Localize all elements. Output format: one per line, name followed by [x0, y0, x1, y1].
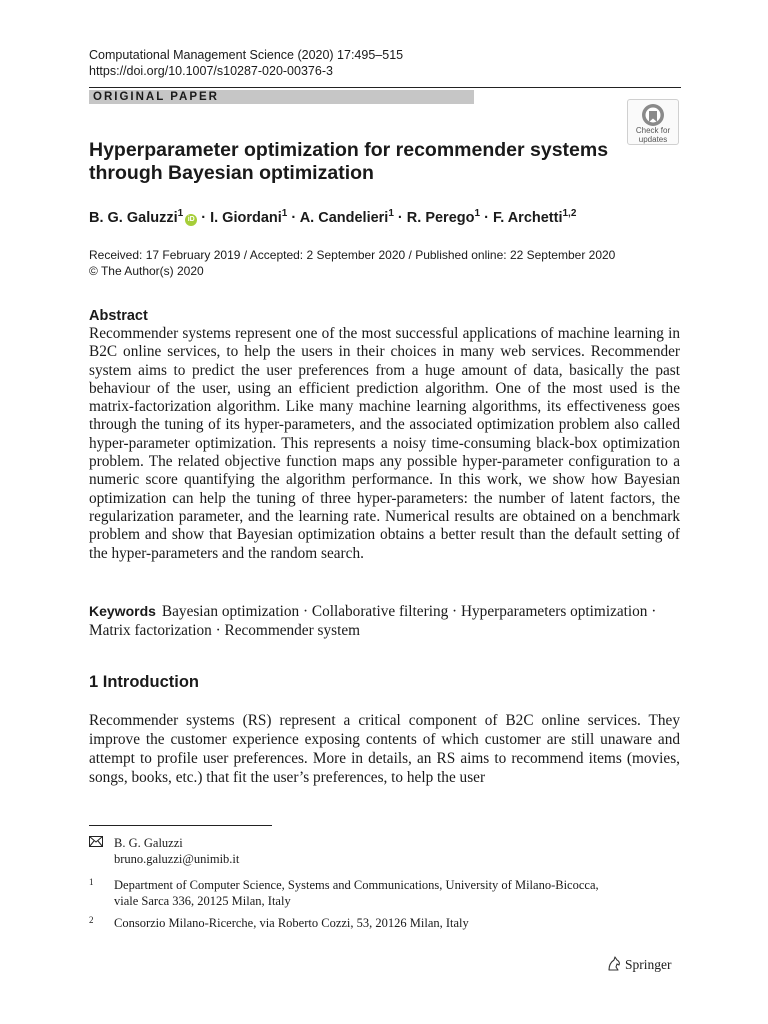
affiliation-footnote-2	[89, 915, 669, 931]
author-name: I. Giordani	[210, 209, 282, 226]
author-name: F. Archetti	[492, 209, 563, 226]
contact-email[interactable]: bruno.galuzzi@unimib.it	[114, 852, 240, 866]
keywords-text: Bayesian optimization · Collaborative filtering · Hyperparameters optimization · Matrix factorization · Recommender system	[89, 603, 657, 639]
check-updates-line1: Check for	[635, 126, 671, 135]
author-affiliation: 1	[177, 208, 184, 219]
author-affiliation: 1,2	[562, 208, 577, 219]
section-heading-introduction: 1 Introduction	[89, 673, 199, 691]
author-list	[89, 208, 576, 226]
corresponding-author	[89, 835, 649, 867]
check-for-updates-badge[interactable]	[627, 99, 679, 145]
footnote-rule	[89, 825, 272, 826]
publisher-name: Springer	[625, 957, 672, 972]
author-name: R. Perego	[406, 209, 475, 226]
author-separator: ·	[197, 209, 211, 226]
doi-link[interactable]: https://doi.org/10.1007/s10287-020-00376-3	[89, 64, 333, 78]
abstract-text: Recommender systems represent one of the most successful applications of machine learning in B2C online services, to help the users in their choices in many web services. Recommender system aims to predict the user preferences from a huge amount of data, basically the past behaviour of the user, using an efficient prediction algorithm. One of the most used is the matrix-factorization algorithm. Like many machine learning algorithms, its effectiveness goes through the tuning of its hyper-parameters, and the associated optimization problem also called hyper-parameter optimization. This represents a noisy time-consuming black-box optimization problem. The related objective function maps any possible hyper-parameter configuration to a numeric score quantifying the algorithm performance. In this work, we show how Bayesian optimization can help the tuning of three hyper-parameters: the number of latent factors, the regularization parameter, and the learning rate. Numerical results are obtained on a benchmark problem and show that Bayesian optimization obtains a better result than the default setting of the hyper-parameters and the random search.	[89, 325, 680, 562]
footnote-number: 2	[89, 915, 94, 925]
footnote-number: 1	[89, 877, 94, 887]
orcid-icon[interactable]: iD	[185, 214, 197, 226]
author-name: A. Candelieri	[299, 209, 389, 226]
author-separator: ·	[393, 209, 407, 226]
publication-dates	[89, 248, 615, 279]
affiliation-footnote-1	[89, 877, 669, 909]
contact-name: B. G. Galuzzi	[114, 836, 183, 850]
springer-logo	[606, 956, 672, 973]
author-affiliation: 1	[281, 208, 288, 219]
check-updates-icon	[641, 103, 665, 127]
author-affiliation: 1	[474, 208, 481, 219]
author-separator: ·	[287, 209, 300, 226]
abstract-heading: Abstract	[89, 308, 148, 324]
affiliation-1-line2: viale Sarca 336, 20125 Milan, Italy	[114, 894, 291, 908]
paper-type-label: ORIGINAL PAPER	[89, 90, 474, 104]
journal-citation: Computational Management Science (2020) 17:495–515	[89, 48, 404, 62]
header-rule	[89, 87, 681, 88]
affiliation-2-text: Consorzio Milano-Ricerche, via Roberto Cozzi, 53, 20126 Milan, Italy	[114, 916, 469, 930]
author-separator: ·	[480, 209, 493, 226]
paper-title: Hyperparameter optimization for recommender systems through Bayesian optimization	[89, 139, 609, 184]
author-name: B. G. Galuzzi	[89, 209, 178, 226]
affiliation-1-line1: Department of Computer Science, Systems and Communications, University of Milano-Bicocca,	[114, 878, 599, 892]
history-dates: Received: 17 February 2019 / Accepted: 2 September 2020 / Published online: 22 September 2020	[89, 248, 616, 262]
envelope-icon	[89, 836, 103, 847]
springer-horse-icon	[606, 956, 622, 972]
check-updates-line2: updates	[638, 134, 668, 144]
keywords	[89, 602, 680, 640]
copyright-line: © The Author(s) 2020	[89, 263, 204, 278]
author-affiliation: 1	[388, 208, 394, 219]
introduction-text: Recommender systems (RS) represent a critical component of B2C online services. They improve the customer experience exposing contents of which customer are still unaware and attempt to profile user preferences. More in details, an RS aims to recommend items (movies, songs, books, etc.) that fit the user’s preferences, to help the user	[89, 712, 680, 786]
keywords-label: Keywords	[89, 603, 156, 619]
